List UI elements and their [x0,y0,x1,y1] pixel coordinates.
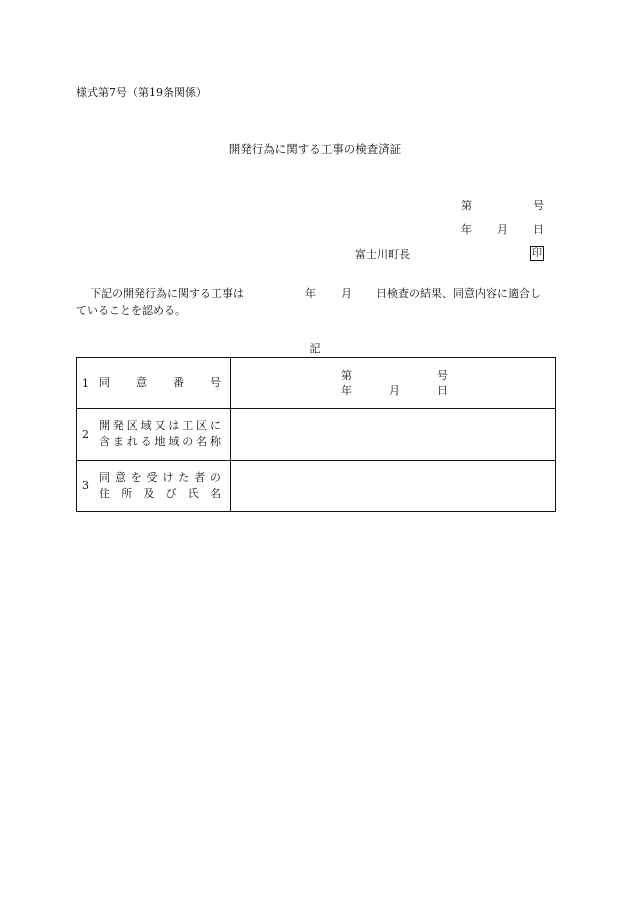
issue-date-month: 月 [497,223,508,236]
table-row [77,460,556,511]
label-char: 同 [99,376,110,390]
label-char: 所 [121,486,133,500]
label-char: 含 [99,435,110,449]
label-char: を [130,470,142,484]
body-text-month: 月 [341,287,352,300]
label-char: 及 [143,486,155,500]
consent-date-day: 日 [437,384,448,398]
row-label-consent-number [77,358,231,409]
consent-number-suffix: 号 [437,369,448,383]
issue-date-day: 日 [533,223,544,236]
row-label-consent-holder [77,460,231,511]
consent-date-month: 月 [389,384,400,398]
label-char: た [178,470,190,484]
label-char: は [168,419,180,433]
document-number-prefix: 第 [461,199,472,212]
label-char: 名 [209,486,221,500]
label-char: 工 [182,419,194,433]
label-char: 者 [194,470,206,484]
consent-number-prefix: 第 [341,369,352,383]
label-char: の [182,435,194,449]
label-char: に [210,419,221,433]
row-label-development-area [77,409,231,460]
body-text-year: 年 [305,287,316,300]
label-char: 地 [154,435,166,449]
label-char: 区 [126,419,138,433]
label-char: 域 [168,435,180,449]
label-char: 受 [146,470,158,484]
body-text-intro: 下記の開発行為に関する工事は [90,287,244,300]
label-char: 意 [136,376,147,390]
row-value-development-area [231,409,556,460]
label-char: ま [112,435,124,449]
consent-date-year: 年 [341,384,352,398]
label-char: 号 [210,376,221,390]
document-title: 開発行為に関する工事の検査済証 [228,142,402,156]
row-number: 2 [82,427,89,441]
label-char: 発 [112,419,124,433]
document-number-suffix: 号 [533,199,544,212]
issue-date-year: 年 [461,223,472,236]
label-char: 同 [99,470,110,484]
label-char: 意 [114,470,126,484]
label-char: 区 [196,419,208,433]
seal-mark: 印 [532,248,542,259]
table-row [77,358,556,409]
label-char: 開 [99,419,110,433]
row-number: 3 [82,479,89,493]
row-value-consent-number [231,358,556,409]
label-char: る [140,435,152,449]
label-char: 域 [140,419,152,433]
label-char: 名 [196,435,208,449]
issuer-name: 富士川町長 [355,248,410,261]
label-char: 又 [154,419,166,433]
body-text-line2: ていることを認める。 [76,304,186,317]
label-char: 称 [210,435,221,449]
label-char: 氏 [187,486,199,500]
details-table [76,357,556,512]
form-number: 様式第7号（第19条関係） [76,86,207,99]
row-number: 1 [82,376,89,390]
label-char: れ [126,435,138,449]
label-char: び [165,486,177,500]
label-char: 住 [99,486,110,500]
table-row [77,409,556,460]
row-value-consent-holder [231,460,556,511]
body-text-result: 日検査の結果、同意内容に適合し [376,287,541,300]
label-char: 番 [173,376,184,390]
label-char: け [162,470,174,484]
section-mark: 記 [309,342,321,355]
label-char: の [209,470,221,484]
